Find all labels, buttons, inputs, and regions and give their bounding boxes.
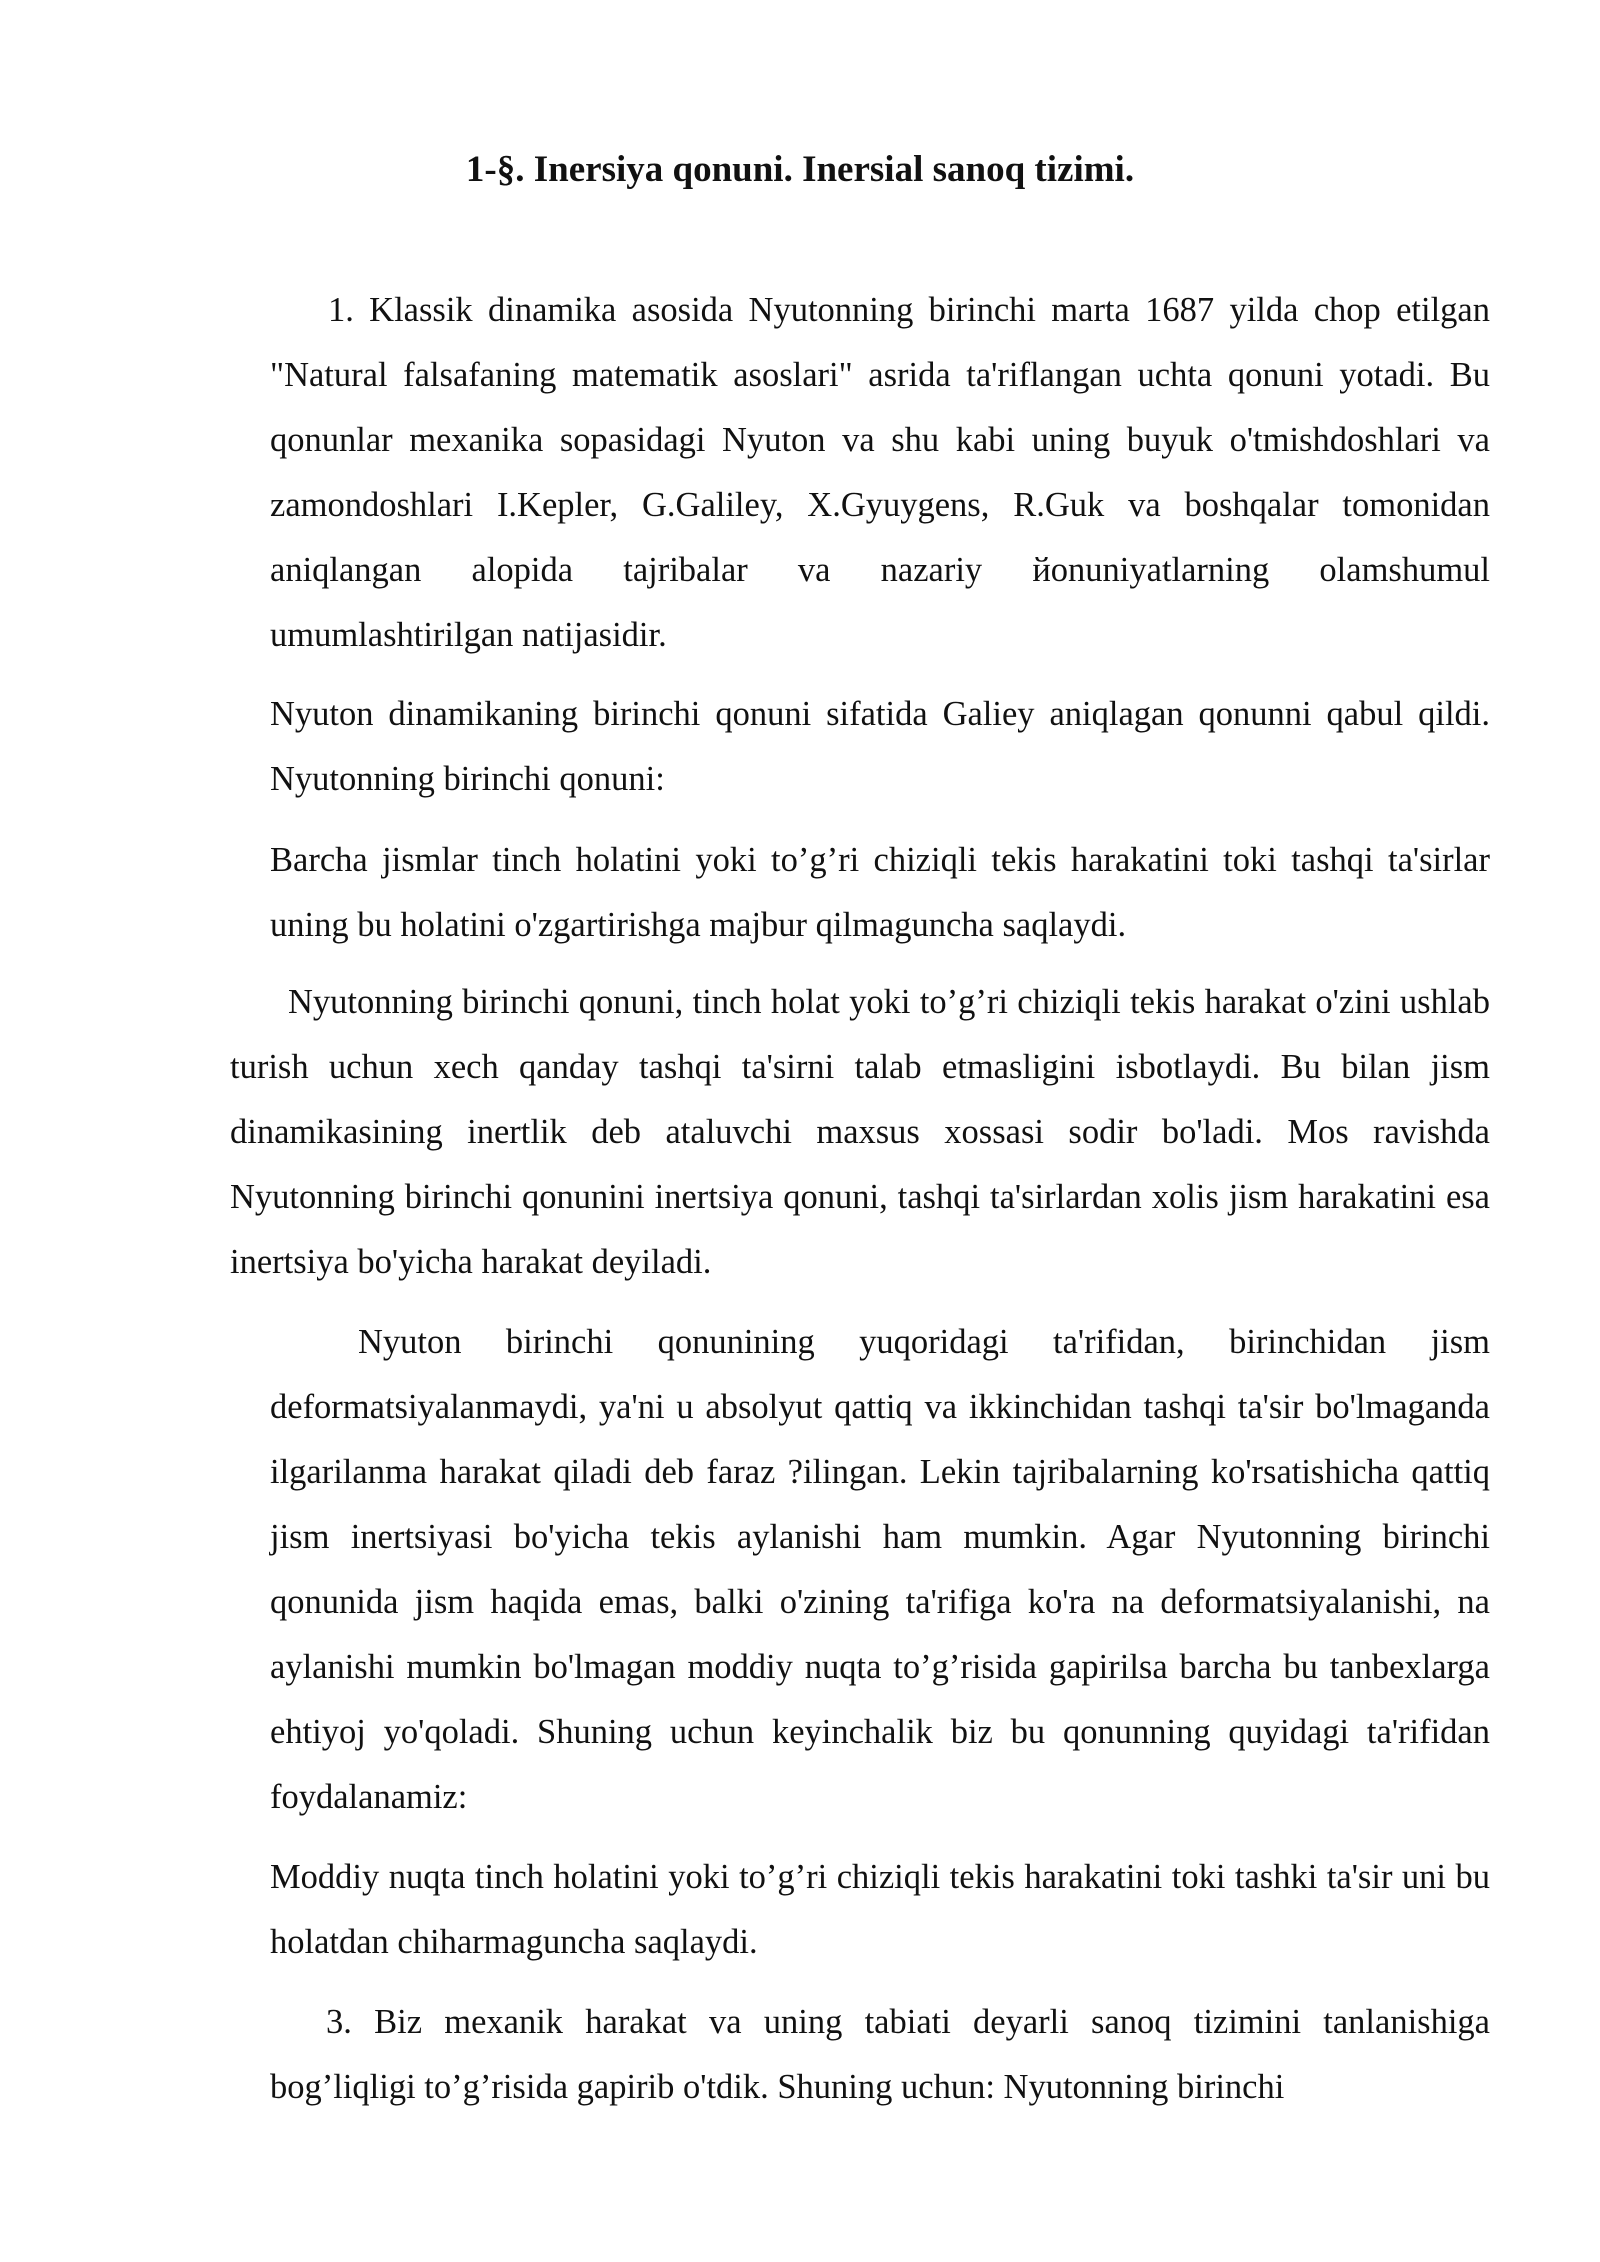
paragraph-5: Nyuton birinchi qonunining yuqoridagi ta'rifidan, birinchidan jism deformatsiyalanmaydi, ya'ni u absolyut qattiq va ikkinchidan tashqi ta'sir bo'lmaganda ilgarilanma harakat qiladi deb faraz ?ilingan. Lekin tajribalarning ko'rsatishicha qattiq jism inertsiyasi bo'yicha tekis aylanishi ham mumkin. Agar Nyutonning birinchi qonunida jism haqida emas, balki o'zining ta'rifiga ko'ra na deformatsiyalanishi, na aylanishi mumkin bo'lmagan moddiy nuqta to’g’risida gapirilsa barcha bu tanbexlarga ehtiyoj yo'qoladi. Shuning uchun keyinchalik biz bu qonunning quyidagi ta'rifidan foydalanamiz:	[270, 1323, 1490, 1816]
paragraph-7: 3. Biz mexanik harakat va uning tabiati deyarli sanoq tizimini tanlanishiga bog’liqligi to’g’risida gapirib o'tdik. Shuning uchun: Nyutonning birinchi	[270, 2003, 1490, 2106]
paragraph-1: 1. Klassik dinamika asosida Nyutonning birinchi marta 1687 yilda chop etilgan "Natural falsafaning matematik asoslari" asrida ta'riflangan uchta qonuni yotadi. Bu qonunlar mexanika sopasidagi Nyuton va shu kabi uning buyuk o'tmishdoshlari va zamondoshlari I.Kepler, G.Galiley, X.Gyuygens, R.Guk va boshqalar tomonidan aniqlangan alopida tajribalar va nazariy йonuniyatlarning olamshumul umumlashtirilgan natijasidir.	[270, 291, 1490, 654]
paragraph-4: Nyutonning birinchi qonuni, tinch holat yoki to’g’ri chiziqli tekis harakat o'zini ushlab turish uchun xech qanday tashqi ta'sirni talab etmasligini isbotlaydi. Bu bilan jism dinamikasining inertlik deb ataluvchi maxsus xossasi sodir bo'ladi. Mos ravishda Nyutonning birinchi qonunini inertsiya qonuni, tashqi ta'sirlardan xolis jism harakatini esa inertsiya bo'yicha harakat deyiladi.	[230, 983, 1490, 1281]
paragraph-3-law-statement: Barcha jismlar tinch holatini yoki to’g’ri chiziqli tekis harakatini toki tashqi ta'sirlar uning bu holatini o'zgartirishga majbur qilmaguncha saqlaydi.	[270, 841, 1490, 944]
section-title: 1-§. Inersiya qonuni. Inersial sanoq tizimi.	[465, 149, 1135, 190]
paragraph-6-law-statement: Moddiy nuqta tinch holatini yoki to’g’ri chiziqli tekis harakatini toki tashki ta'sir uni bu holatdan chiharmaguncha saqlaydi.	[270, 1858, 1490, 1961]
paragraph-2: Nyuton dinamikaning birinchi qonuni sifatida Galiey aniqlagan qonunni qabul qildi. Nyutonning birinchi qonuni:	[270, 695, 1490, 798]
